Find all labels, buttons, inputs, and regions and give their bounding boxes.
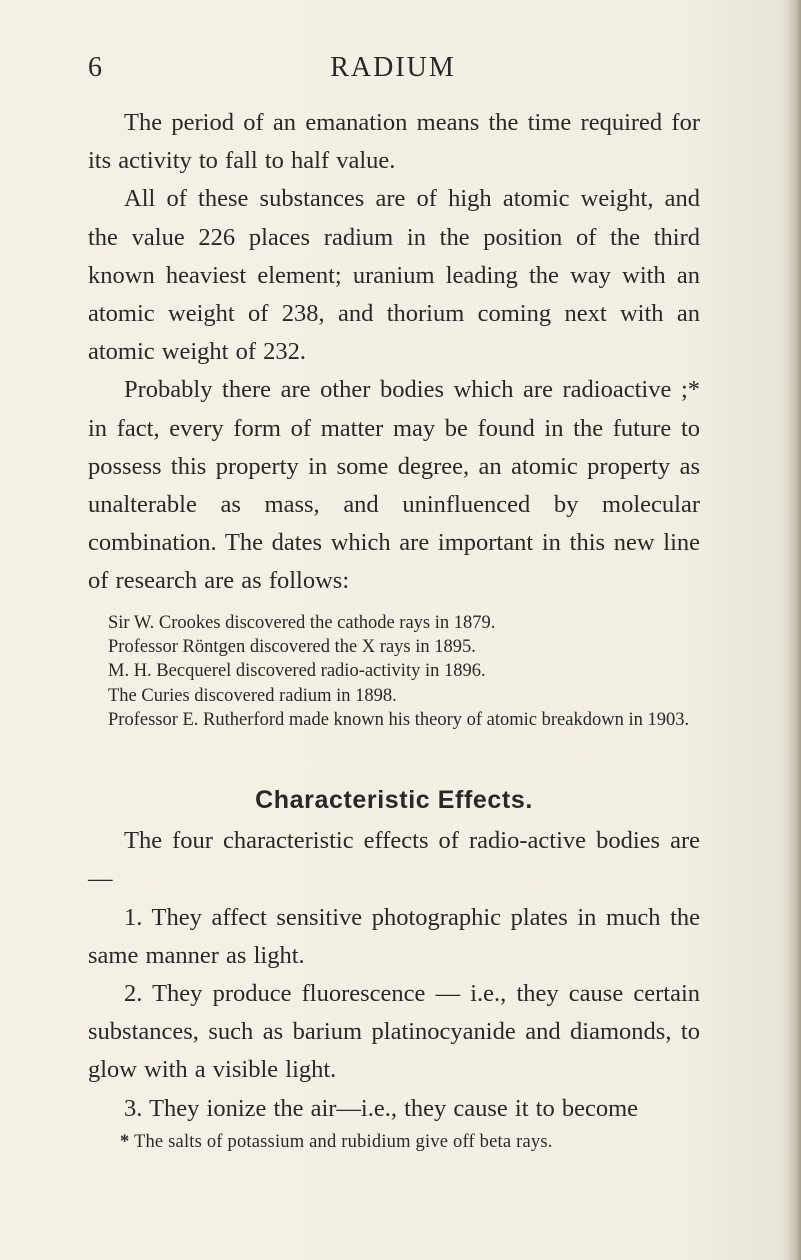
list-item: M. H. Becquerel discovered radio-activity in 1896. [108,661,486,682]
paragraph-emanation-period: The period of an emanation means the time required for its activity to fall to half value. [88,109,700,175]
footnote-text: The salts of potassium and rubidium give off beta rays. [133,1131,553,1152]
footnote [88,1130,700,1154]
running-head: RADIUM [330,52,456,83]
paragraph-radioactive-bodies: Probably there are other bodies which are radioactive ;* in fact, every form of matter may be found in the future to possess this property in some degree, an atomic property as unalterable as mass, and uninfluenced by molecular combination. The dates which are important in this new line of research are as follows: [88,376,700,595]
effect-item: 3. They ionize the air—i.e., they cause it to become [124,1094,639,1122]
section-heading: Characteristic Effects. [255,786,533,815]
page-edge-shadow [787,0,801,1260]
section-intro: The four characteristic effects of radio-active bodies are— [88,827,700,893]
effect-item: 2. They produce fluorescence — i.e., they cause certain substances, such as barium platinocyanide and diamonds, to glow with a visible light. [88,979,700,1084]
list-item: Professor Röntgen discovered the X rays in 1895. [108,636,476,657]
page-number: 6 [88,52,103,83]
paragraph-atomic-weight: All of these substances are of high atomic weight, and the value 226 places radium in the position of the third known heaviest element; uranium leading the way with an atomic weight of 238, and thorium coming next with an atomic weight of 232. [88,185,700,366]
footnote-mark: * [120,1131,130,1152]
list-item: The Curies discovered radium in 1898. [108,685,397,706]
effect-item: 1. They affect sensitive photographic plates in much the same manner as light. [88,903,700,969]
characteristic-effects [88,822,700,1128]
list-item: Professor E. Rutherford made known his theory of atomic breakdown in 1903. [108,709,690,730]
page-header [88,52,698,92]
page-body [88,104,700,1154]
discovery-list [88,611,700,732]
list-item: Sir W. Crookes discovered the cathode rays in 1879. [108,612,496,633]
